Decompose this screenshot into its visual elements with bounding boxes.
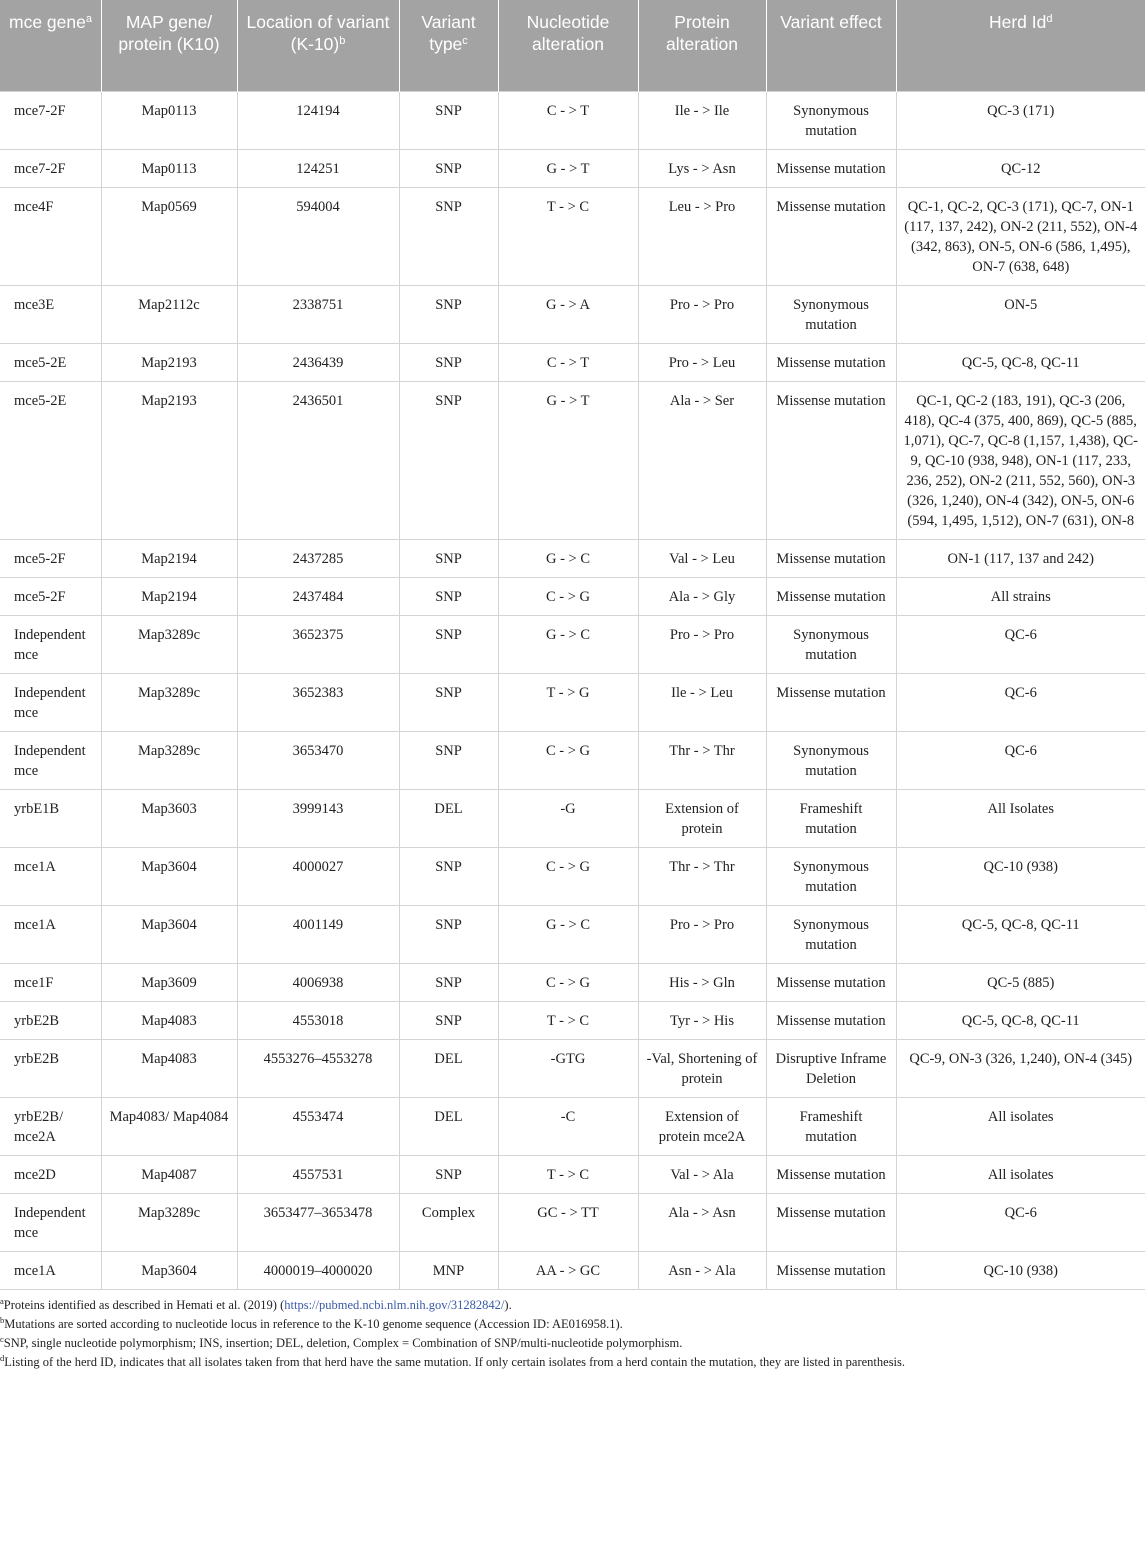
table-row bbox=[0, 1039, 1145, 1097]
cell-nucleotide-alteration: G - > A bbox=[498, 285, 638, 343]
cell-protein-alteration: Thr - > Thr bbox=[638, 731, 766, 789]
header-protein-alteration: Protein alteration bbox=[638, 0, 766, 91]
cell-mce-gene: Independent mce bbox=[0, 673, 101, 731]
table-row bbox=[0, 789, 1145, 847]
cell-protein-alteration: Ala - > Gly bbox=[638, 577, 766, 615]
cell-map-gene: Map3289c bbox=[101, 731, 237, 789]
cell-variant-type: SNP bbox=[399, 731, 498, 789]
cell-protein-alteration: Pro - > Pro bbox=[638, 615, 766, 673]
header-herd-id: Herd Id$^d$ bbox=[896, 0, 1145, 91]
cell-variant-type: SNP bbox=[399, 673, 498, 731]
cell-variant-type: SNP bbox=[399, 1001, 498, 1039]
cell-protein-alteration: -Val, Shortening of protein bbox=[638, 1039, 766, 1097]
table-body bbox=[0, 91, 1145, 1289]
cell-map-gene: Map0113 bbox=[101, 91, 237, 149]
cell-variant-type: DEL bbox=[399, 1097, 498, 1155]
cell-nucleotide-alteration: G - > T bbox=[498, 149, 638, 187]
cell-location: 4553018 bbox=[237, 1001, 399, 1039]
table-row bbox=[0, 343, 1145, 381]
cell-nucleotide-alteration: T - > C bbox=[498, 187, 638, 285]
cell-variant-type: SNP bbox=[399, 187, 498, 285]
cell-herd-id: QC-3 (171) bbox=[896, 91, 1145, 149]
cell-variant-effect: Synonymous mutation bbox=[766, 731, 896, 789]
cell-map-gene: Map2194 bbox=[101, 539, 237, 577]
cell-map-gene: Map2193 bbox=[101, 381, 237, 539]
cell-variant-effect: Synonymous mutation bbox=[766, 285, 896, 343]
table-row bbox=[0, 285, 1145, 343]
cell-nucleotide-alteration: C - > G bbox=[498, 963, 638, 1001]
cell-nucleotide-alteration: G - > C bbox=[498, 615, 638, 673]
cell-nucleotide-alteration: T - > C bbox=[498, 1155, 638, 1193]
cell-location: 3999143 bbox=[237, 789, 399, 847]
cell-location: 124194 bbox=[237, 91, 399, 149]
cell-mce-gene: mce1A bbox=[0, 847, 101, 905]
table-row bbox=[0, 847, 1145, 905]
cell-variant-type: SNP bbox=[399, 149, 498, 187]
cell-herd-id: All isolates bbox=[896, 1155, 1145, 1193]
cell-variant-type: SNP bbox=[399, 905, 498, 963]
table-row bbox=[0, 905, 1145, 963]
table-row bbox=[0, 577, 1145, 615]
cell-variant-effect: Missense mutation bbox=[766, 577, 896, 615]
cell-location: 2338751 bbox=[237, 285, 399, 343]
cell-herd-id: QC-10 (938) bbox=[896, 847, 1145, 905]
table-header bbox=[0, 0, 1145, 91]
cell-variant-type: SNP bbox=[399, 343, 498, 381]
cell-protein-alteration: Ala - > Asn bbox=[638, 1193, 766, 1251]
cell-mce-gene: mce5-2F bbox=[0, 577, 101, 615]
cell-nucleotide-alteration: GC - > TT bbox=[498, 1193, 638, 1251]
cell-location: 2437285 bbox=[237, 539, 399, 577]
cell-herd-id: QC-6 bbox=[896, 673, 1145, 731]
cell-nucleotide-alteration: G - > T bbox=[498, 381, 638, 539]
cell-variant-effect: Missense mutation bbox=[766, 149, 896, 187]
cell-herd-id: ON-5 bbox=[896, 285, 1145, 343]
cell-mce-gene: mce3E bbox=[0, 285, 101, 343]
cell-nucleotide-alteration: T - > G bbox=[498, 673, 638, 731]
cell-nucleotide-alteration: C - > T bbox=[498, 343, 638, 381]
cell-variant-effect: Missense mutation bbox=[766, 1001, 896, 1039]
cell-map-gene: Map3289c bbox=[101, 673, 237, 731]
cell-herd-id: QC-6 bbox=[896, 1193, 1145, 1251]
cell-herd-id: QC-6 bbox=[896, 615, 1145, 673]
cell-variant-effect: Missense mutation bbox=[766, 539, 896, 577]
table-row bbox=[0, 91, 1145, 149]
cell-variant-type: SNP bbox=[399, 91, 498, 149]
cell-mce-gene: mce5-2E bbox=[0, 343, 101, 381]
table-row bbox=[0, 1155, 1145, 1193]
cell-protein-alteration: Val - > Ala bbox=[638, 1155, 766, 1193]
cell-variant-effect: Disruptive Inframe Deletion bbox=[766, 1039, 896, 1097]
header-mce-gene: mce gene$^a$ bbox=[0, 0, 101, 91]
cell-nucleotide-alteration: C - > G bbox=[498, 731, 638, 789]
cell-mce-gene: yrbE2B/ mce2A bbox=[0, 1097, 101, 1155]
cell-herd-id: ON-1 (117, 137 and 242) bbox=[896, 539, 1145, 577]
cell-nucleotide-alteration: -C bbox=[498, 1097, 638, 1155]
cell-location: 124251 bbox=[237, 149, 399, 187]
cell-variant-type: SNP bbox=[399, 1155, 498, 1193]
cell-location: 3653470 bbox=[237, 731, 399, 789]
cell-map-gene: Map3289c bbox=[101, 615, 237, 673]
cell-mce-gene: mce7-2F bbox=[0, 91, 101, 149]
cell-variant-type: SNP bbox=[399, 847, 498, 905]
footnote-link[interactable]: https://pubmed.ncbi.nlm.nih.gov/31282842/ bbox=[284, 1297, 505, 1312]
cell-variant-type: DEL bbox=[399, 1039, 498, 1097]
cell-protein-alteration: Thr - > Thr bbox=[638, 847, 766, 905]
cell-protein-alteration: Pro - > Leu bbox=[638, 343, 766, 381]
cell-nucleotide-alteration: AA - > GC bbox=[498, 1251, 638, 1289]
footnote-a: $^a$Proteins identified as described in Hemati et al. (2019) (https://pubmed.ncbi.nlm.nih.gov/31282842/). bbox=[0, 1295, 512, 1312]
cell-mce-gene: mce1A bbox=[0, 905, 101, 963]
cell-nucleotide-alteration: C - > G bbox=[498, 577, 638, 615]
cell-protein-alteration: Extension of protein mce2A bbox=[638, 1097, 766, 1155]
cell-protein-alteration: Pro - > Pro bbox=[638, 905, 766, 963]
footnote-d: $^d$Listing of the herd ID, indicates that all isolates taken from that herd have the same mutation. If only certain isolates from a herd contain the mutation, they are listed in parenthesis. bbox=[0, 1352, 906, 1369]
cell-location: 3652383 bbox=[237, 673, 399, 731]
cell-variant-type: SNP bbox=[399, 381, 498, 539]
cell-herd-id: QC-5, QC-8, QC-11 bbox=[896, 343, 1145, 381]
cell-variant-effect: Synonymous mutation bbox=[766, 847, 896, 905]
cell-protein-alteration: His - > Gln bbox=[638, 963, 766, 1001]
cell-nucleotide-alteration: -GTG bbox=[498, 1039, 638, 1097]
cell-herd-id: QC-10 (938) bbox=[896, 1251, 1145, 1289]
cell-location: 2436501 bbox=[237, 381, 399, 539]
cell-protein-alteration: Tyr - > His bbox=[638, 1001, 766, 1039]
cell-map-gene: Map4083 bbox=[101, 1001, 237, 1039]
cell-mce-gene: yrbE2B bbox=[0, 1039, 101, 1097]
cell-mce-gene: Independent mce bbox=[0, 731, 101, 789]
cell-herd-id: All isolates bbox=[896, 1097, 1145, 1155]
table-row bbox=[0, 1193, 1145, 1251]
cell-nucleotide-alteration: C - > T bbox=[498, 91, 638, 149]
cell-mce-gene: mce5-2F bbox=[0, 539, 101, 577]
table-row bbox=[0, 381, 1145, 539]
cell-protein-alteration: Asn - > Ala bbox=[638, 1251, 766, 1289]
cell-location: 4000019–4000020 bbox=[237, 1251, 399, 1289]
cell-variant-effect: Missense mutation bbox=[766, 381, 896, 539]
cell-location: 4557531 bbox=[237, 1155, 399, 1193]
table-row bbox=[0, 1251, 1145, 1289]
cell-map-gene: Map2112c bbox=[101, 285, 237, 343]
cell-map-gene: Map0569 bbox=[101, 187, 237, 285]
cell-variant-effect: Synonymous mutation bbox=[766, 615, 896, 673]
cell-protein-alteration: Ala - > Ser bbox=[638, 381, 766, 539]
cell-mce-gene: mce4F bbox=[0, 187, 101, 285]
cell-map-gene: Map4087 bbox=[101, 1155, 237, 1193]
cell-variant-type: SNP bbox=[399, 285, 498, 343]
footnote-c: $^c$SNP, single nucleotide polymorphism; INS, insertion; DEL, deletion, Complex = Combination of SNP/multi-nucleotide polymorphism. bbox=[0, 1333, 683, 1350]
cell-herd-id: QC-5, QC-8, QC-11 bbox=[896, 905, 1145, 963]
cell-herd-id: QC-9, ON-3 (326, 1,240), ON-4 (345) bbox=[896, 1039, 1145, 1097]
cell-protein-alteration: Extension of protein bbox=[638, 789, 766, 847]
cell-map-gene: Map3609 bbox=[101, 963, 237, 1001]
cell-herd-id: All Isolates bbox=[896, 789, 1145, 847]
cell-variant-effect: Frameshift mutation bbox=[766, 789, 896, 847]
cell-herd-id: QC-5, QC-8, QC-11 bbox=[896, 1001, 1145, 1039]
cell-protein-alteration: Pro - > Pro bbox=[638, 285, 766, 343]
cell-map-gene: Map3603 bbox=[101, 789, 237, 847]
cell-variant-effect: Missense mutation bbox=[766, 1251, 896, 1289]
cell-protein-alteration: Leu - > Pro bbox=[638, 187, 766, 285]
header-location: Location of variant $(K-10)^b$ bbox=[237, 0, 399, 91]
cell-herd-id: QC-5 (885) bbox=[896, 963, 1145, 1001]
cell-map-gene: Map0113 bbox=[101, 149, 237, 187]
cell-herd-id: QC-1, QC-2, QC-3 (171), QC-7, ON-1 (117, 137, 242), ON-2 (211, 552), ON-4 (342, 863), ON-5, ON-6 (586, 1,495), ON-7 (638, 648) bbox=[896, 187, 1145, 285]
cell-variant-type: SNP bbox=[399, 577, 498, 615]
cell-map-gene: Map3604 bbox=[101, 1251, 237, 1289]
cell-protein-alteration: Ile - > Leu bbox=[638, 673, 766, 731]
cell-map-gene: Map2194 bbox=[101, 577, 237, 615]
cell-map-gene: Map4083/ Map4084 bbox=[101, 1097, 237, 1155]
table-footnotes bbox=[0, 1290, 1145, 1372]
cell-location: 4001149 bbox=[237, 905, 399, 963]
cell-variant-effect: Synonymous mutation bbox=[766, 905, 896, 963]
cell-location: 2436439 bbox=[237, 343, 399, 381]
cell-protein-alteration: Lys - > Asn bbox=[638, 149, 766, 187]
cell-location: 4553276–4553278 bbox=[237, 1039, 399, 1097]
table-row bbox=[0, 615, 1145, 673]
cell-mce-gene: mce7-2F bbox=[0, 149, 101, 187]
cell-mce-gene: mce5-2E bbox=[0, 381, 101, 539]
cell-variant-effect: Missense mutation bbox=[766, 1193, 896, 1251]
header-row bbox=[0, 0, 1145, 91]
cell-location: 4006938 bbox=[237, 963, 399, 1001]
cell-location: 3653477–3653478 bbox=[237, 1193, 399, 1251]
table-row bbox=[0, 187, 1145, 285]
cell-herd-id: QC-1, QC-2 (183, 191), QC-3 (206, 418), QC-4 (375, 400, 869), QC-5 (885, 1,071), QC-7, QC-8 (1,157, 1,438), QC-9, QC-10 (938, 948), ON-1 (117, 233, 236, 252), ON-2 (211, 552, 560), ON-3 (326, 1,240), ON-4 (342), ON-5, ON-6 (594, 1,495, 1,512), ON-7 (631), ON-8 bbox=[896, 381, 1145, 539]
cell-nucleotide-alteration: G - > C bbox=[498, 539, 638, 577]
footnote-b: $^b$Mutations are sorted according to nucleotide locus in reference to the K-10 genome sequence (Accession ID: AE016958.1). bbox=[0, 1314, 623, 1331]
cell-mce-gene: Independent mce bbox=[0, 615, 101, 673]
cell-nucleotide-alteration: T - > C bbox=[498, 1001, 638, 1039]
table-row bbox=[0, 963, 1145, 1001]
cell-location: 594004 bbox=[237, 187, 399, 285]
cell-map-gene: Map3289c bbox=[101, 1193, 237, 1251]
cell-map-gene: Map2193 bbox=[101, 343, 237, 381]
cell-map-gene: Map3604 bbox=[101, 905, 237, 963]
cell-mce-gene: Independent mce bbox=[0, 1193, 101, 1251]
table-row bbox=[0, 539, 1145, 577]
cell-herd-id: All strains bbox=[896, 577, 1145, 615]
header-variant-effect: Variant effect bbox=[766, 0, 896, 91]
cell-location: 3652375 bbox=[237, 615, 399, 673]
cell-variant-effect: Synonymous mutation bbox=[766, 91, 896, 149]
cell-variant-effect: Frameshift mutation bbox=[766, 1097, 896, 1155]
cell-location: 2437484 bbox=[237, 577, 399, 615]
cell-variant-type: Complex bbox=[399, 1193, 498, 1251]
cell-variant-type: DEL bbox=[399, 789, 498, 847]
table-row bbox=[0, 1097, 1145, 1155]
table-row bbox=[0, 673, 1145, 731]
cell-nucleotide-alteration: -G bbox=[498, 789, 638, 847]
cell-location: 4553474 bbox=[237, 1097, 399, 1155]
cell-variant-type: SNP bbox=[399, 539, 498, 577]
cell-protein-alteration: Val - > Leu bbox=[638, 539, 766, 577]
cell-mce-gene: yrbE2B bbox=[0, 1001, 101, 1039]
table-row bbox=[0, 731, 1145, 789]
cell-mce-gene: mce2D bbox=[0, 1155, 101, 1193]
header-variant-type: Variant type$^c$ bbox=[399, 0, 498, 91]
cell-variant-effect: Missense mutation bbox=[766, 963, 896, 1001]
cell-protein-alteration: Ile - > Ile bbox=[638, 91, 766, 149]
cell-variant-type: SNP bbox=[399, 963, 498, 1001]
cell-variant-effect: Missense mutation bbox=[766, 1155, 896, 1193]
cell-herd-id: QC-12 bbox=[896, 149, 1145, 187]
cell-variant-effect: Missense mutation bbox=[766, 673, 896, 731]
cell-mce-gene: mce1A bbox=[0, 1251, 101, 1289]
cell-mce-gene: mce1F bbox=[0, 963, 101, 1001]
table-row bbox=[0, 1001, 1145, 1039]
header-map-gene: MAP gene/ protein (K10) bbox=[101, 0, 237, 91]
cell-variant-effect: Missense mutation bbox=[766, 187, 896, 285]
cell-location: 4000027 bbox=[237, 847, 399, 905]
cell-nucleotide-alteration: G - > C bbox=[498, 905, 638, 963]
cell-map-gene: Map4083 bbox=[101, 1039, 237, 1097]
cell-variant-type: SNP bbox=[399, 615, 498, 673]
cell-variant-effect: Missense mutation bbox=[766, 343, 896, 381]
header-nucleotide-alteration: Nucleotide alteration bbox=[498, 0, 638, 91]
table-row bbox=[0, 149, 1145, 187]
cell-mce-gene: yrbE1B bbox=[0, 789, 101, 847]
cell-variant-type: MNP bbox=[399, 1251, 498, 1289]
cell-herd-id: QC-6 bbox=[896, 731, 1145, 789]
cell-nucleotide-alteration: C - > G bbox=[498, 847, 638, 905]
cell-map-gene: Map3604 bbox=[101, 847, 237, 905]
